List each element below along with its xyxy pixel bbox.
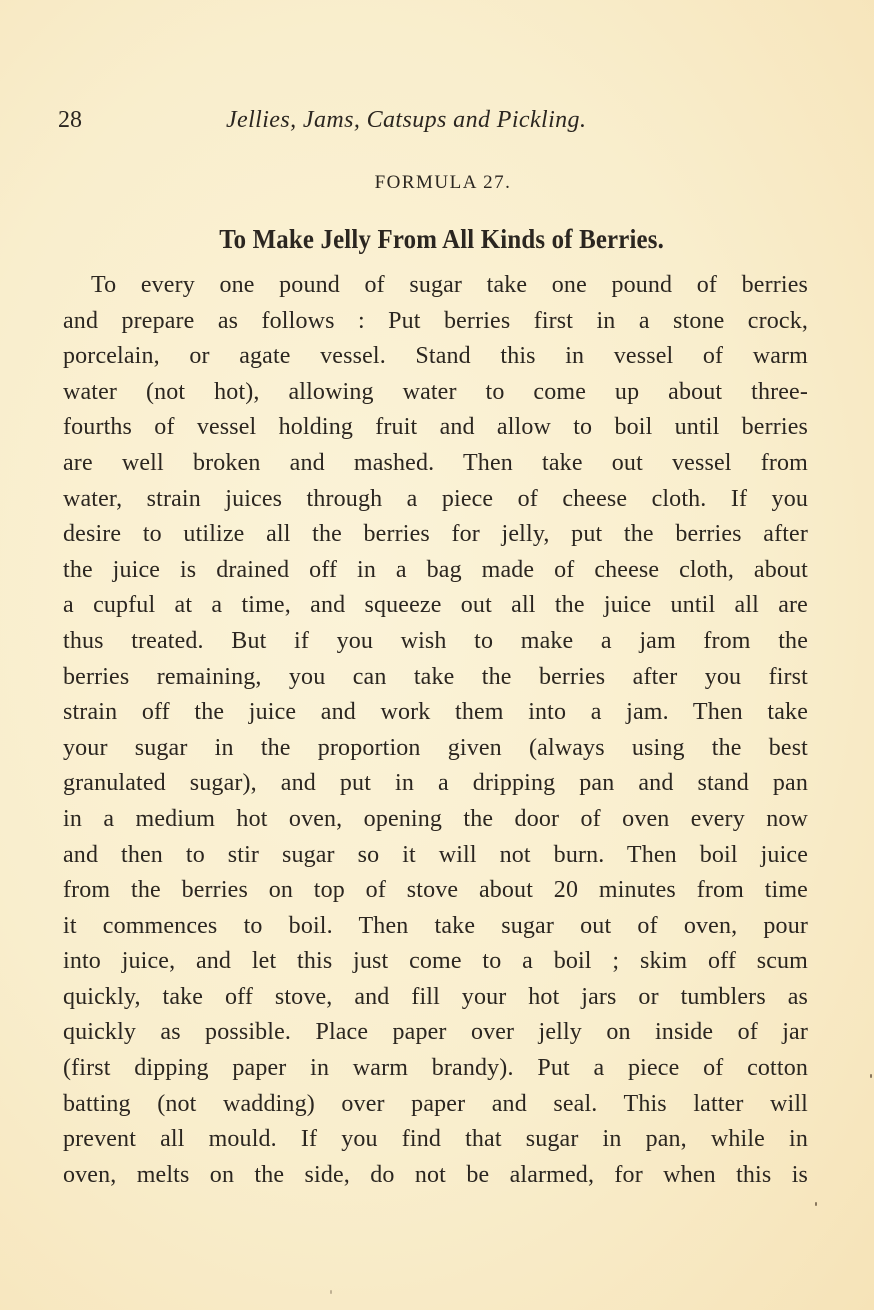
paper-speck — [870, 1074, 872, 1078]
text-line: from the berries on top of stove about 20 minutes from time — [63, 877, 808, 904]
text-line: granulated sugar), and put in a dripping pan and stand pan — [63, 770, 808, 797]
text-line: into juice, and let this just come to a boil ; skim off scum — [63, 948, 808, 975]
text-line: batting (not wadding) over paper and seal. This latter will — [63, 1090, 808, 1117]
text-line: strain off the juice and work them into a jam. Then take — [63, 699, 808, 726]
text-line: fourths of vessel holding fruit and allow to boil until berries — [63, 414, 808, 441]
text-line: oven, melts on the side, do not be alarmed, for when this is — [63, 1161, 808, 1188]
text-line: water, strain juices through a piece of cheese cloth. If you — [63, 485, 808, 512]
recipe-title: To Make Jelly From All Kinds of Berries. — [219, 224, 664, 254]
text-line: water (not hot), allowing water to come up about three- — [63, 378, 808, 405]
text-line: (first dipping paper in warm brandy). Put a piece of cotton — [63, 1055, 808, 1082]
text-line: it commences to boil. Then take sugar out of oven, pour — [63, 912, 808, 939]
text-line: and prepare as follows : Put berries first in a stone crock, — [63, 307, 808, 334]
text-line: To every one pound of sugar take one pound of berries — [91, 272, 808, 298]
text-line: quickly as possible. Place paper over jelly on inside of jar — [63, 1019, 808, 1046]
page-number: 28 — [58, 107, 82, 133]
text-line: are well broken and mashed. Then take out vessel from — [63, 449, 808, 476]
text-line: berries remaining, you can take the berries after you first — [63, 663, 808, 690]
paper-speck — [815, 1202, 817, 1206]
text-line: thus treated. But if you wish to make a jam from the — [63, 627, 808, 654]
text-line: quickly, take off stove, and fill your hot jars or tumblers as — [63, 983, 808, 1010]
text-line: and then to stir sugar so it will not burn. Then boil juice — [63, 841, 808, 868]
running-title: Jellies, Jams, Catsups and Pickling. — [226, 107, 587, 133]
text-line: desire to utilize all the berries for jelly, put the berries after — [63, 521, 808, 548]
formula-label: FORMULA 27. — [374, 172, 512, 193]
text-line: your sugar in the proportion given (always using the best — [63, 734, 808, 761]
paper-speck — [330, 1290, 332, 1294]
text-line: in a medium hot oven, opening the door of oven every now — [63, 805, 808, 832]
text-line: the juice is drained off in a bag made of cheese cloth, about — [63, 556, 808, 583]
text-line: prevent all mould. If you find that sugar in pan, while in — [63, 1126, 808, 1153]
body-paragraph — [63, 268, 808, 1193]
running-head — [58, 103, 798, 137]
text-line: porcelain, or agate vessel. Stand this in vessel of warm — [63, 343, 808, 370]
text-line: a cupful at a time, and squeeze out all the juice until all are — [63, 592, 808, 619]
